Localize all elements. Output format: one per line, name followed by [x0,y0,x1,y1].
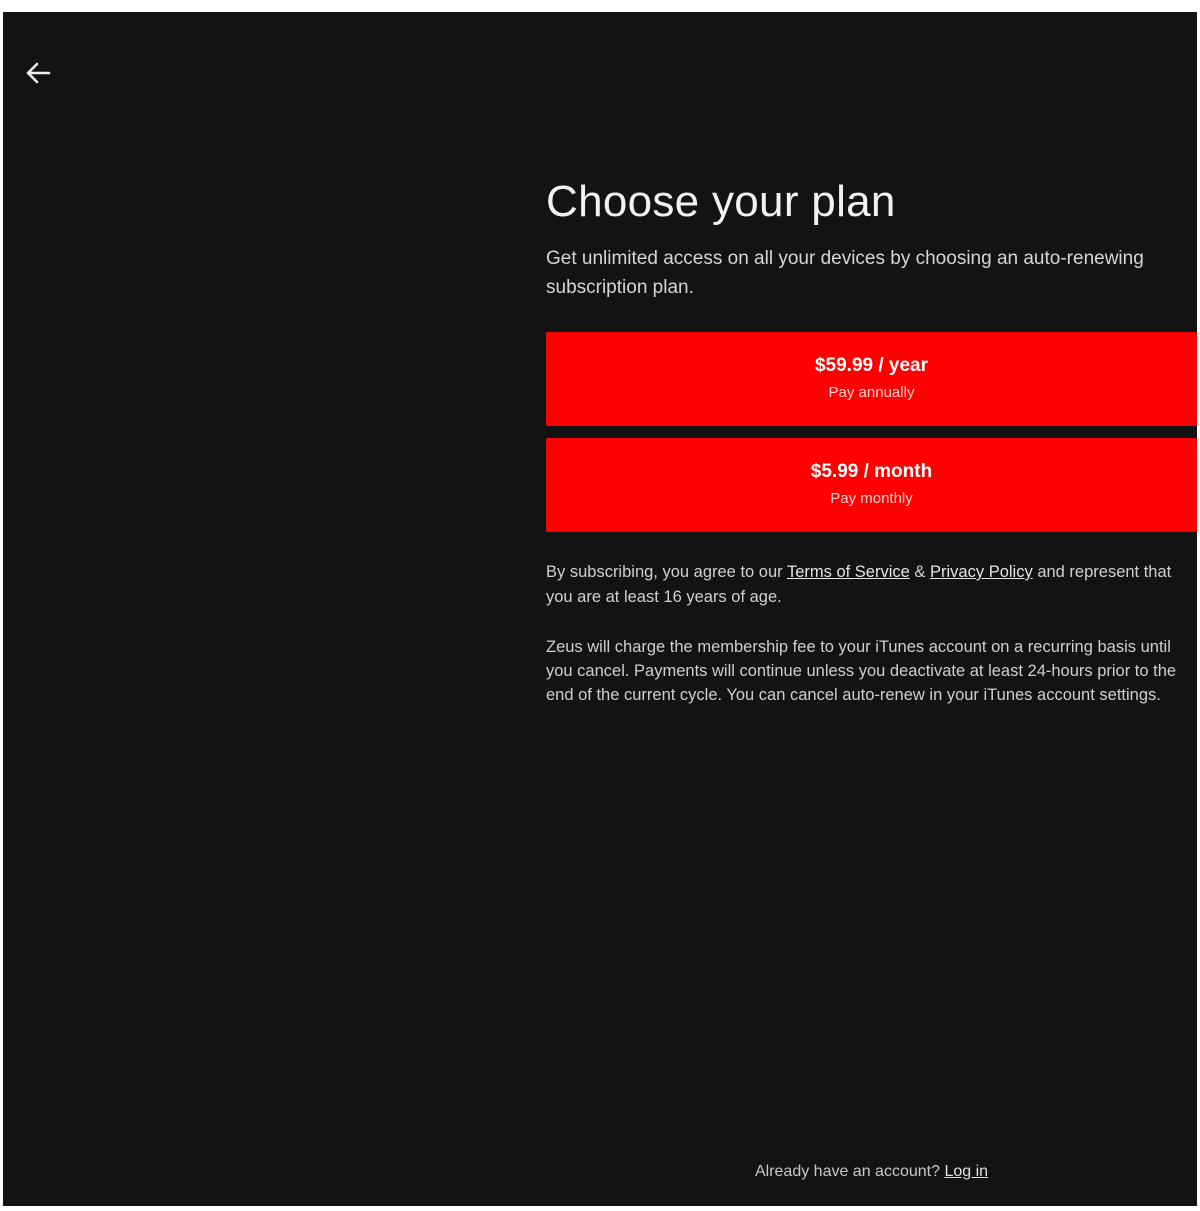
monthly-plan-caption: Pay monthly [830,490,913,507]
plan-content [546,172,1197,707]
privacy-policy-link[interactable]: Privacy Policy [930,563,1033,581]
monthly-plan-price: $5.99 / month [810,461,933,482]
legal-suffix: and represent that you are at least 16 years of age. [546,563,1172,606]
page-title: Choose your plan [546,177,896,226]
legal-agreement [546,560,1186,610]
arrow-left-icon [25,61,51,90]
legal-ampersand: & [914,563,926,581]
billing-fine-print: Zeus will charge the membership fee to your iTunes account on a recurring basis until you cancel. Payments will continue unless you deactivate at least 24-hours prior to the end of the current cycle. You can cancel auto-renew in your iTunes account settings. [546,638,1177,704]
login-question: Already have an account? [754,1163,940,1180]
terms-of-service-link[interactable]: Terms of Service [786,563,910,581]
subscription-screen [3,12,1197,1206]
page-subtitle: Get unlimited access on all your devices by choosing an auto-renewing subscription plan. [546,248,1144,298]
annual-plan-button[interactable] [546,332,1197,426]
monthly-plan-button[interactable] [546,438,1197,532]
login-prompt [546,1160,1197,1184]
login-link[interactable]: Log in [944,1163,989,1180]
legal-prefix: By subscribing, you agree to our [546,563,783,581]
annual-plan-caption: Pay annually [828,384,915,401]
back-button[interactable] [21,60,55,90]
annual-plan-price: $59.99 / year [814,355,929,376]
